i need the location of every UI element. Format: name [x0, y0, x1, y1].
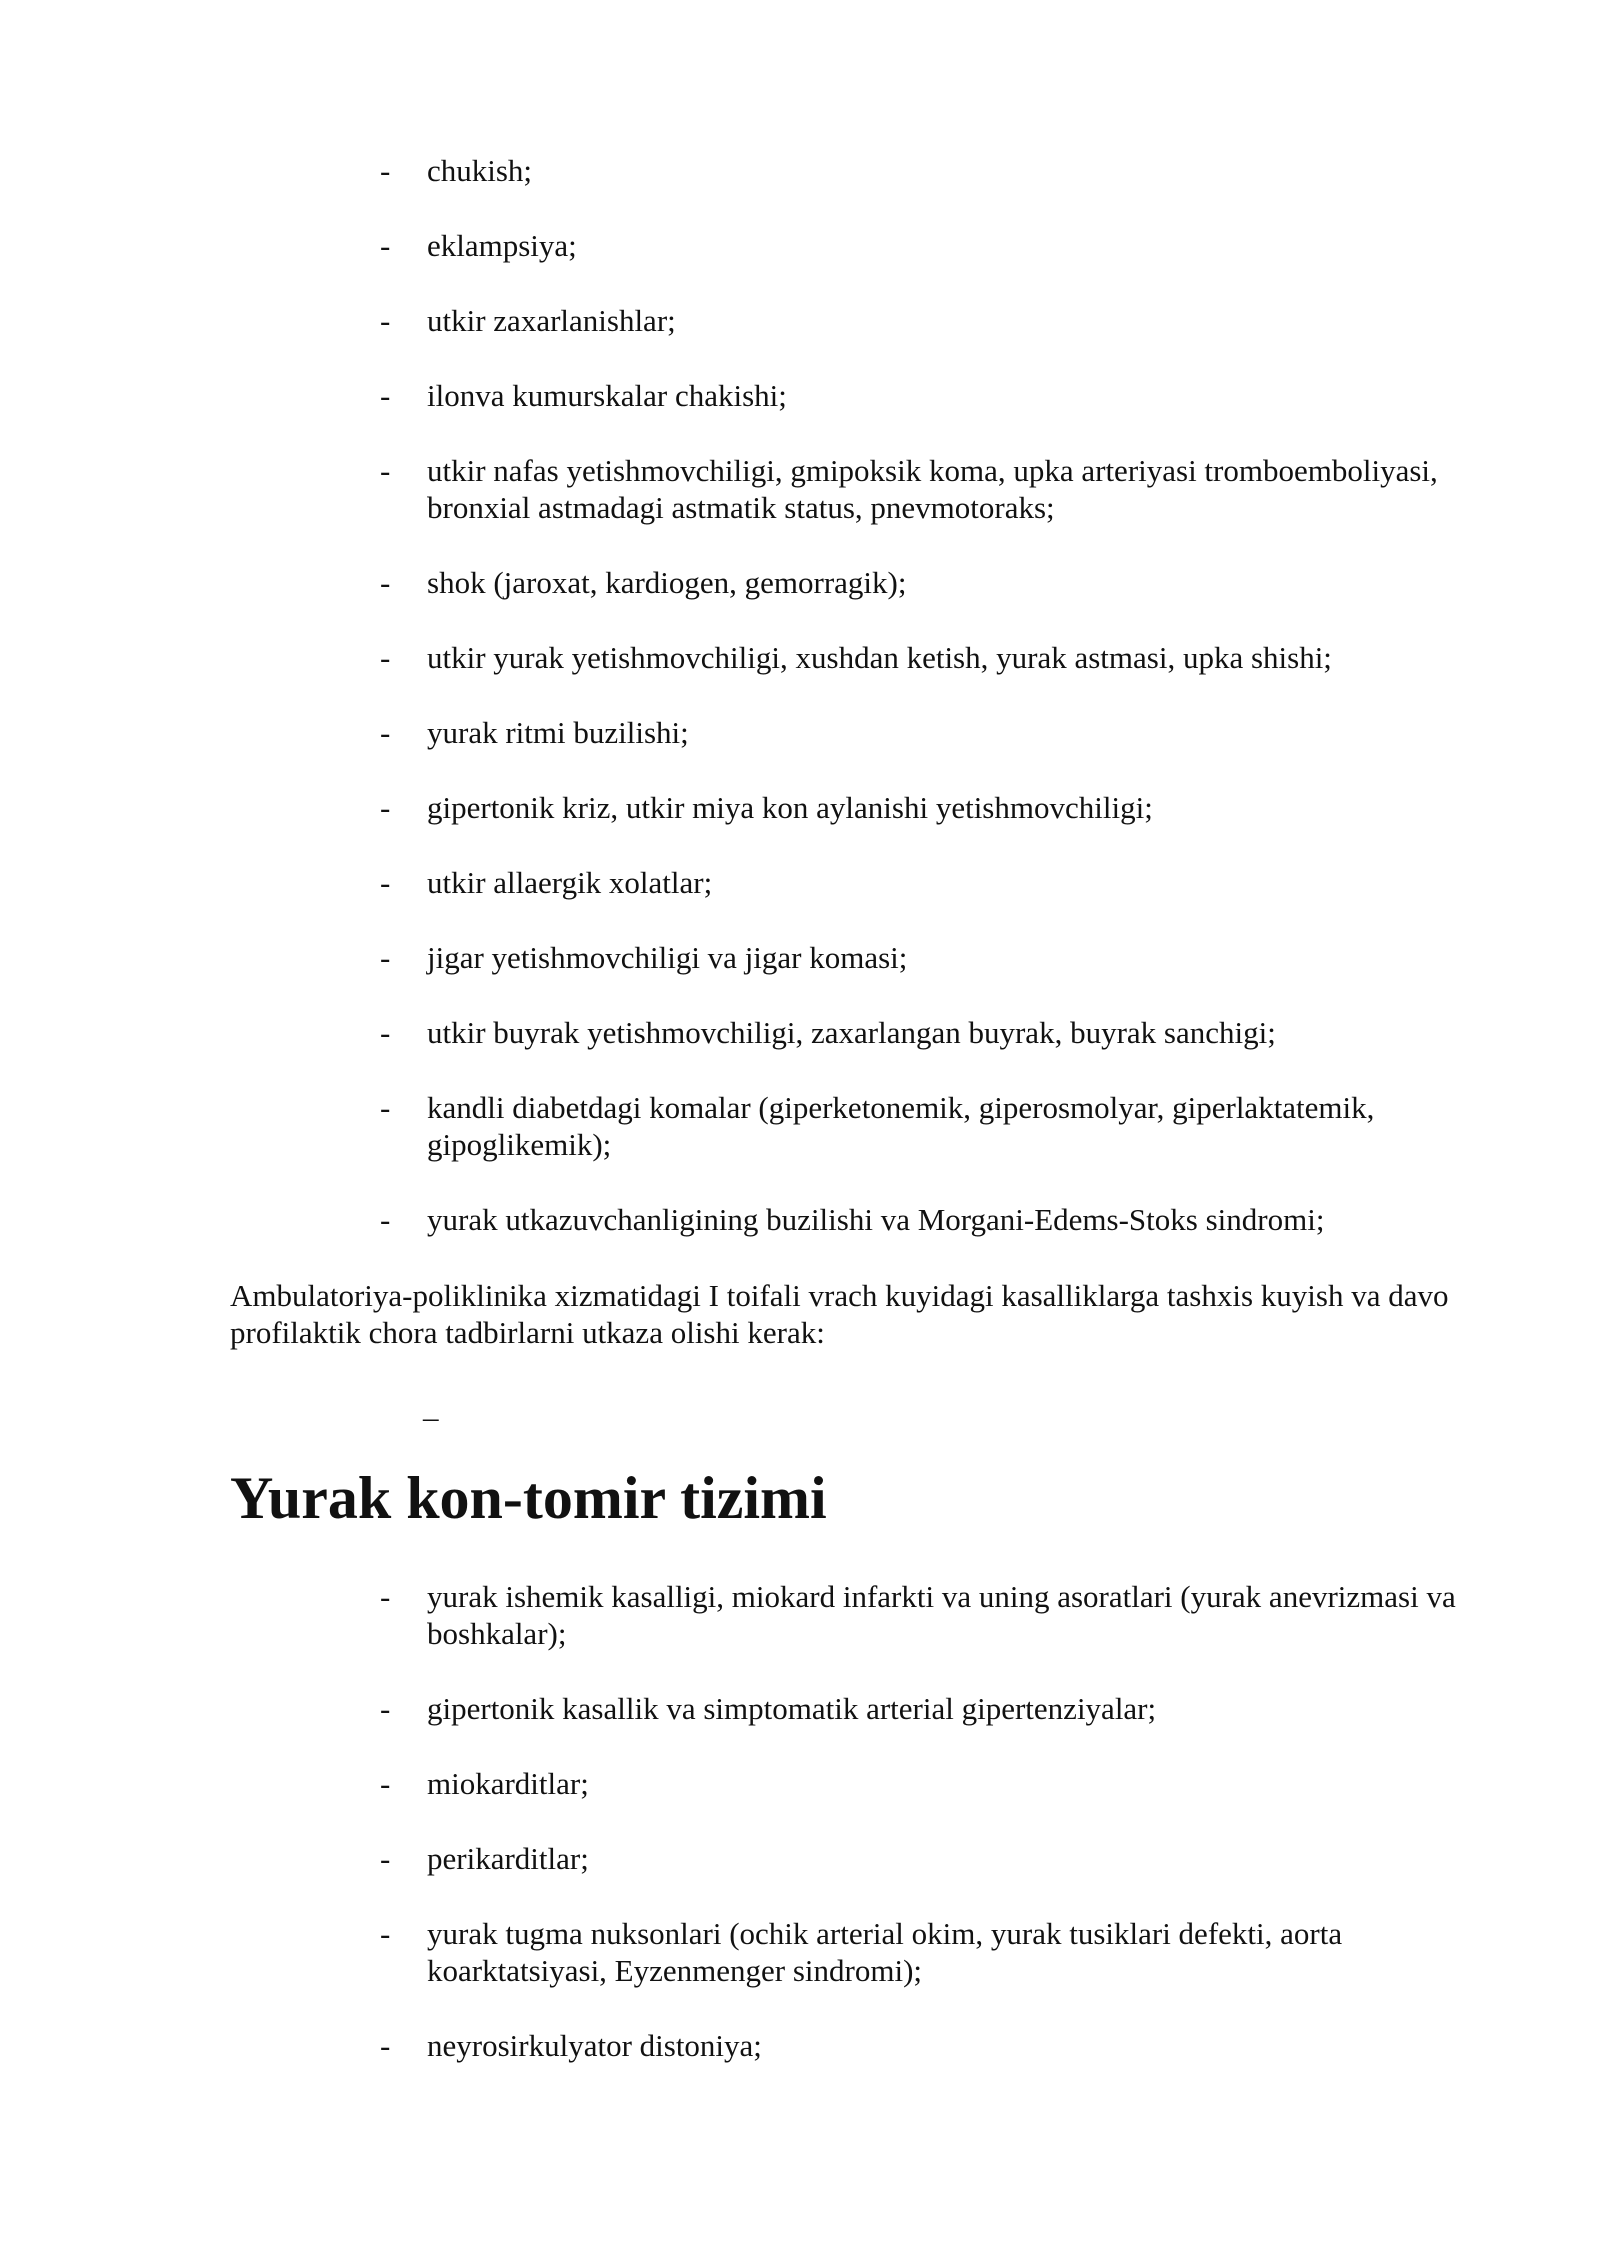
list-dash: - — [380, 1691, 391, 1726]
emergency-conditions-list — [380, 152, 1490, 1276]
list-item — [380, 714, 1490, 751]
list-item-text: yurak ishemik kasalligi, miokard infarkti va uning asoratlari (yurak anevrizmasi va boshkalar); — [427, 1579, 1456, 1651]
list-item-text: jigar yetishmovchiligi va jigar komasi; — [427, 940, 908, 975]
list-dash: - — [380, 715, 391, 750]
list-item-text: utkir buyrak yetishmovchiligi, zaxarlangan buyrak, buyrak sanchigi; — [427, 1015, 1276, 1050]
list-item-text: perikarditlar; — [427, 1841, 589, 1876]
list-item — [380, 152, 1490, 189]
list-dash: - — [380, 640, 391, 675]
list-item — [380, 377, 1490, 414]
list-dash: - — [380, 153, 391, 188]
intro-paragraph: Ambulatoriya-poliklinika xizmatidagi I toifali vrach kuyidagi kasalliklarga tashxis kuyish va davo profilaktik chora tadbirlarni utkaza olishi kerak: — [230, 1278, 1449, 1350]
list-item — [380, 452, 1490, 526]
list-dash: - — [380, 2028, 391, 2063]
list-item — [380, 1089, 1490, 1163]
list-item — [380, 1690, 1490, 1727]
list-item — [380, 639, 1490, 676]
list-dash: - — [380, 1015, 391, 1050]
list-item-text: yurak tugma nuksonlari (ochik arterial okim, yurak tusiklari defekti, aorta koarktatsiyasi, Eyzenmenger sindromi); — [427, 1916, 1343, 1988]
list-dash: - — [380, 303, 391, 338]
list-item — [380, 227, 1490, 264]
list-item — [380, 1201, 1490, 1238]
list-item-text: shok (jaroxat, kardiogen, gemorragik); — [427, 565, 907, 600]
cardiovascular-diseases-list — [380, 1578, 1490, 2102]
list-item — [380, 302, 1490, 339]
list-item-text: utkir nafas yetishmovchiligi, gmipoksik koma, upka arteriyasi tromboemboliyasi, bronxial astmadagi astmatik status, pnevmotoraks; — [427, 453, 1438, 525]
list-item-text: miokarditlar; — [427, 1766, 589, 1801]
list-item-text: utkir zaxarlanishlar; — [427, 303, 676, 338]
list-dash: - — [380, 228, 391, 263]
list-dash: - — [380, 1841, 391, 1876]
list-dash: - — [380, 453, 391, 488]
list-dash: - — [380, 565, 391, 600]
list-item-text: yurak utkazuvchanligining buzilishi va Morgani-Edems-Stoks sindromi; — [427, 1202, 1325, 1237]
list-item-text: utkir allaergik xolatlar; — [427, 865, 713, 900]
list-item-text: ilonva kumurskalar chakishi; — [427, 378, 787, 413]
list-item — [380, 789, 1490, 826]
list-item-text: eklampsiya; — [427, 228, 577, 263]
list-item — [380, 1840, 1490, 1877]
underscore-mark: _ — [423, 1389, 439, 1424]
list-dash: - — [380, 1916, 391, 1951]
list-item-text: gipertonik kriz, utkir miya kon aylanishi yetishmovchiligi; — [427, 790, 1153, 825]
list-item-text: utkir yurak yetishmovchiligi, xushdan ketish, yurak astmasi, upka shishi; — [427, 640, 1332, 675]
list-dash: - — [380, 865, 391, 900]
list-item — [380, 2027, 1490, 2064]
list-dash: - — [380, 940, 391, 975]
list-item-text: neyrosirkulyator distoniya; — [427, 2028, 762, 2063]
list-item — [380, 939, 1490, 976]
list-dash: - — [380, 790, 391, 825]
list-item — [380, 864, 1490, 901]
list-item — [380, 1765, 1490, 1802]
list-dash: - — [380, 1202, 391, 1237]
list-dash: - — [380, 1766, 391, 1801]
list-item — [380, 1578, 1490, 1652]
list-dash: - — [380, 1090, 391, 1125]
list-item — [380, 564, 1490, 601]
list-item — [380, 1014, 1490, 1051]
list-item-text: kandli diabetdagi komalar (giperketonemik, giperosmolyar, giperlaktatemik, gipoglikemik); — [427, 1090, 1375, 1162]
section-heading: Yurak kon-tomir tizimi — [230, 1465, 827, 1531]
list-item-text: yurak ritmi buzilishi; — [427, 715, 689, 750]
list-dash: - — [380, 1579, 391, 1614]
list-item-text: gipertonik kasallik va simptomatik arterial gipertenziyalar; — [427, 1691, 1157, 1726]
list-dash: - — [380, 378, 391, 413]
list-item — [380, 1915, 1490, 1989]
list-item-text: chukish; — [427, 153, 533, 188]
